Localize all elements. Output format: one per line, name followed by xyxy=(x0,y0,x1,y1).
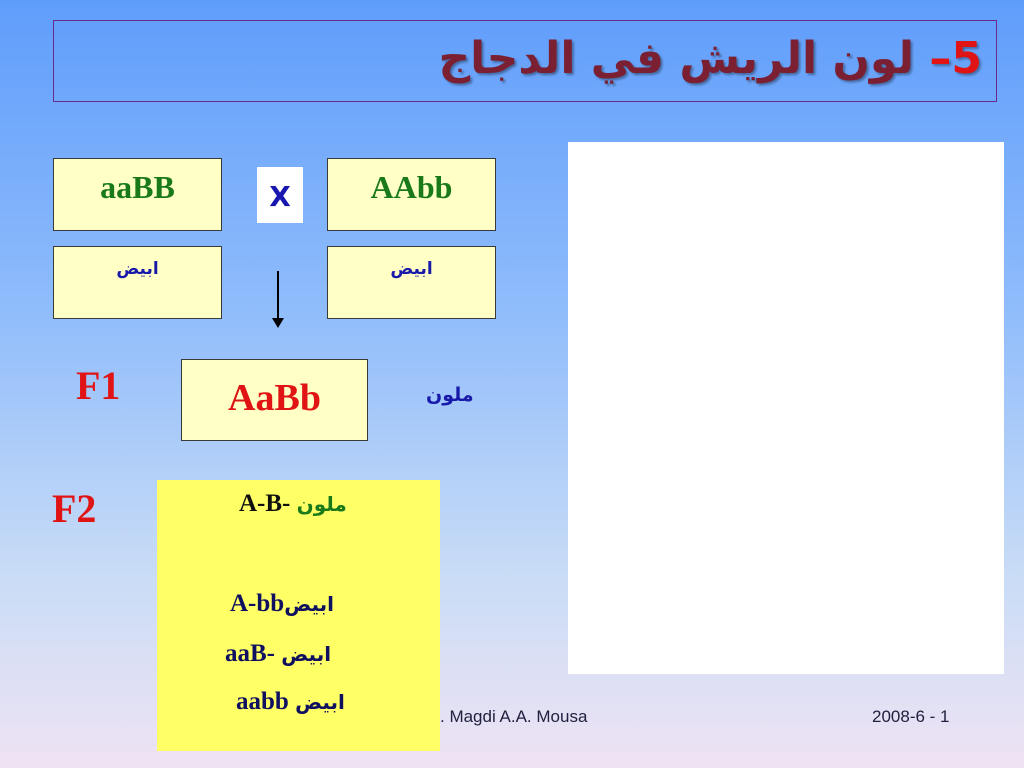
title-frame xyxy=(53,20,997,102)
f2-row xyxy=(239,490,347,518)
parent-right-genotype-box xyxy=(327,158,496,231)
f2-results-box xyxy=(157,480,440,751)
f2-row xyxy=(236,688,345,716)
parent-left-genotype-box xyxy=(53,158,222,231)
f2-phenotype: ابيض xyxy=(284,592,335,616)
f1-genotype: AaBb xyxy=(228,377,321,419)
parent-left-phenotype: ابيض xyxy=(116,259,159,279)
f2-phenotype: ابيض xyxy=(281,642,332,666)
f2-genotype: A-bb xyxy=(230,590,285,617)
down-arrow-shaft xyxy=(277,271,279,321)
image-placeholder-panel xyxy=(568,142,1004,674)
f1-label: F1 xyxy=(76,363,121,408)
title-number: 5 xyxy=(951,33,982,84)
f2-phenotype: ملون xyxy=(296,492,347,516)
title-dash: – xyxy=(914,33,952,84)
f1-phenotype: ملون xyxy=(426,384,474,406)
title-text: لون الريش في الدجاج xyxy=(438,33,915,84)
footer-page-number: 2008-6 - 1 xyxy=(872,707,950,726)
f2-genotype: aabb xyxy=(236,688,296,715)
f2-label: F2 xyxy=(52,486,97,531)
parent-left-genotype: aaBB xyxy=(100,169,175,205)
parent-right-phenotype: ابيض xyxy=(390,259,433,279)
f2-phenotype: ابيض xyxy=(295,690,345,714)
slide-title xyxy=(438,33,982,84)
f2-genotype: A-B- xyxy=(239,490,297,517)
f2-row xyxy=(230,590,334,618)
down-arrow-icon xyxy=(272,318,284,328)
parent-right-phenotype-box xyxy=(327,246,496,319)
cross-symbol: X xyxy=(257,167,303,223)
footer-author: . Magdi A.A. Mousa xyxy=(440,707,588,726)
f2-genotype: aaB- xyxy=(225,640,282,667)
f1-genotype-box xyxy=(181,359,368,441)
parent-left-phenotype-box xyxy=(53,246,222,319)
parent-right-genotype: AAbb xyxy=(370,169,453,205)
f2-row xyxy=(225,640,331,668)
